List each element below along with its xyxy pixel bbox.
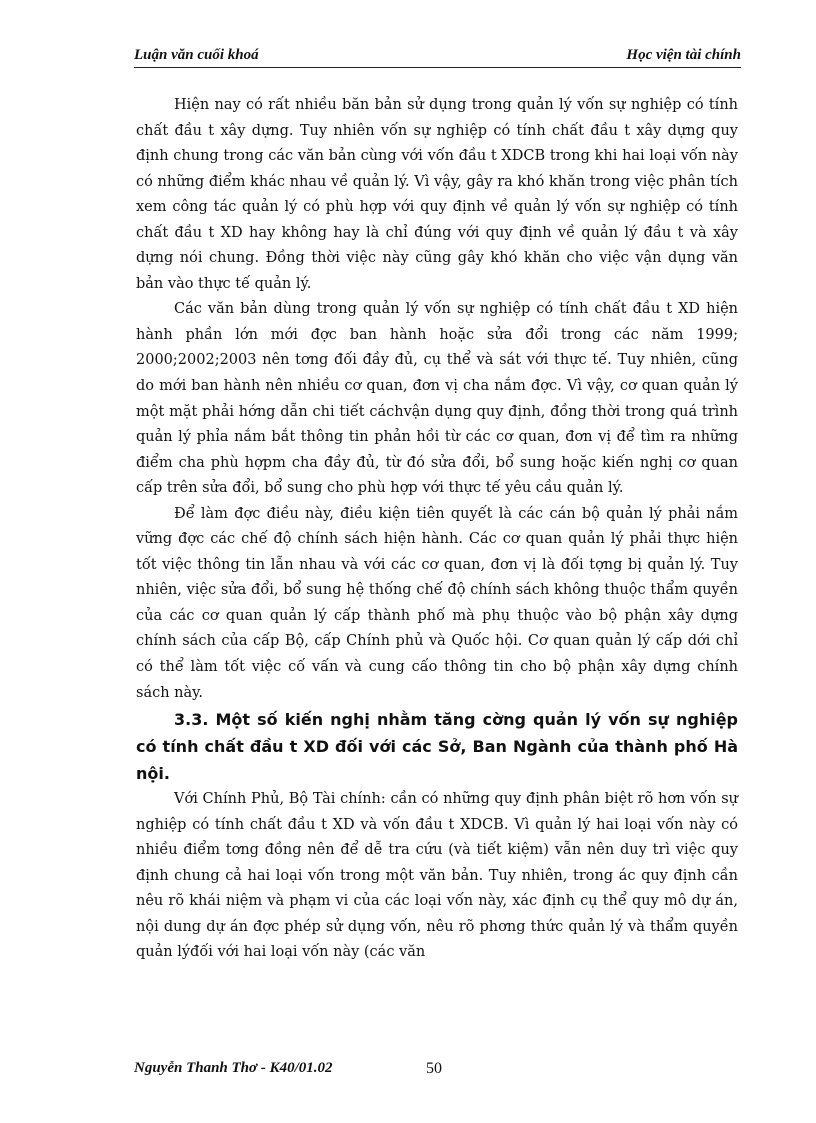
footer-author: Nguyễn Thanh Thơ - K40/01.02 <box>134 1060 333 1076</box>
section-heading: 3.3. Một số kiến nghị nhằm tăng cờng quản lý vốn sự nghiệp có tính chất đầu t XD đối với các Sở, Ban Ngành của thành phố Hà nội. <box>136 710 738 784</box>
page-header <box>134 45 741 68</box>
header-right-title: Học viện tài chính <box>626 47 741 63</box>
paragraph-1: Hiện nay có rất nhiều băn bản sử dụng trong quản lý vốn sự nghiệp có tính chất đầu t xây dựng. Tuy nhiên vốn sự nghiệp có tính chất đầu t xây dựng quy định chung trong các văn bản cùng với vốn đầu t XDCB trong khi hai loại vốn này có những điểm khác nhau về quản lý. Vì vậy, gây ra khó khăn trong việc phân tích xem công tác quản lý có phù hợp với quy định về quản lý vốn sự nghiệp có tính chất đầu t XD hay không hay là chỉ đúng với quy định về quản lý đầu t và xây dựng nói chung. Đồng thời việc này cũng gây khó khăn cho việc vận dụng văn bản vào thực tế quản lý. <box>136 97 738 292</box>
paragraph-3: Để làm đợc điều này, điều kiện tiên quyết là các cán bộ quản lý phải nắm vững đợc các chế độ chính sách hiện hành. Các cơ quan quản lý phải thực hiện tốt việc thông tin lẫn nhau và với các cơ quan, đơn vị là đối tợng bị quản lý. Tuy nhiên, việc sửa đổi, bổ sung hệ thống chế độ chính sách không thuộc thẩm quyền của các cơ quan quản lý cấp thành phố mà phụ thuộc vào bộ phận xây dựng chính sách của cấp Bộ, cấp Chính phủ và Quốc hội. Cơ quan quản lý cấp dới chỉ có thể làm tốt việc cố vấn và cung cấo thông tin cho bộ phận xây dựng chính sách này. <box>136 505 738 701</box>
page-footer <box>134 1060 554 1082</box>
document-body <box>136 93 738 966</box>
header-left-title: Luận văn cuối khoá <box>134 47 259 63</box>
paragraph-2: Các văn bản dùng trong quản lý vốn sự nghiệp có tính chất đầu t XD hiện hành phần lớn mới đợc ban hành hoặc sửa đổi trong các năm 1999; 2000;2002;2003 nên tơng đối đầy đủ, cụ thể và sát với thực tế. Tuy nhiên, cũng do mới ban hành nên nhiều cơ quan, đơn vị cha nắm đợc. Vì vậy, cơ quan quản lý một mặt phải hớng dẫn chi tiết cáchvận dụng quy định, đồng thời trong quá trình quản lý phỉa nắm bắt thông tin phản hồi từ các cơ quan, đơn vị để tìm ra những điểm cha phù hợpm cha đầy đủ, từ đó sửa đổi, bổ sung hoặc kiến nghị cơ quan cấp trên sửa đổi, bổ sung cho phù hợp với thực tế yêu cầu quản lý. <box>136 301 738 497</box>
page-number: 50 <box>426 1060 442 1077</box>
paragraph-4: Với Chính Phủ, Bộ Tài chính: cần có những quy định phân biệt rõ hơn vốn sự nghiệp có tính chất đầu t XD và vốn đầu t XDCB. Vì quản lý hai loại vốn này có nhiều điểm tơng đồng nên để dễ tra cứu (và tiết kiệm) vẫn nên duy trì việc quy định chung cả hai loại vốn trong một văn bản. Tuy nhiên, trong ác quy định cần nêu rõ khái niệm và phạm vi của các loại vốn này, xác định cụ thể quy mô dự án, nội dung dự án đợc phép sử dụng vốn, nêu rõ phơng thức quản lý và thẩm quyền quản lýđối với hai loại vốn này (các văn <box>136 791 738 961</box>
